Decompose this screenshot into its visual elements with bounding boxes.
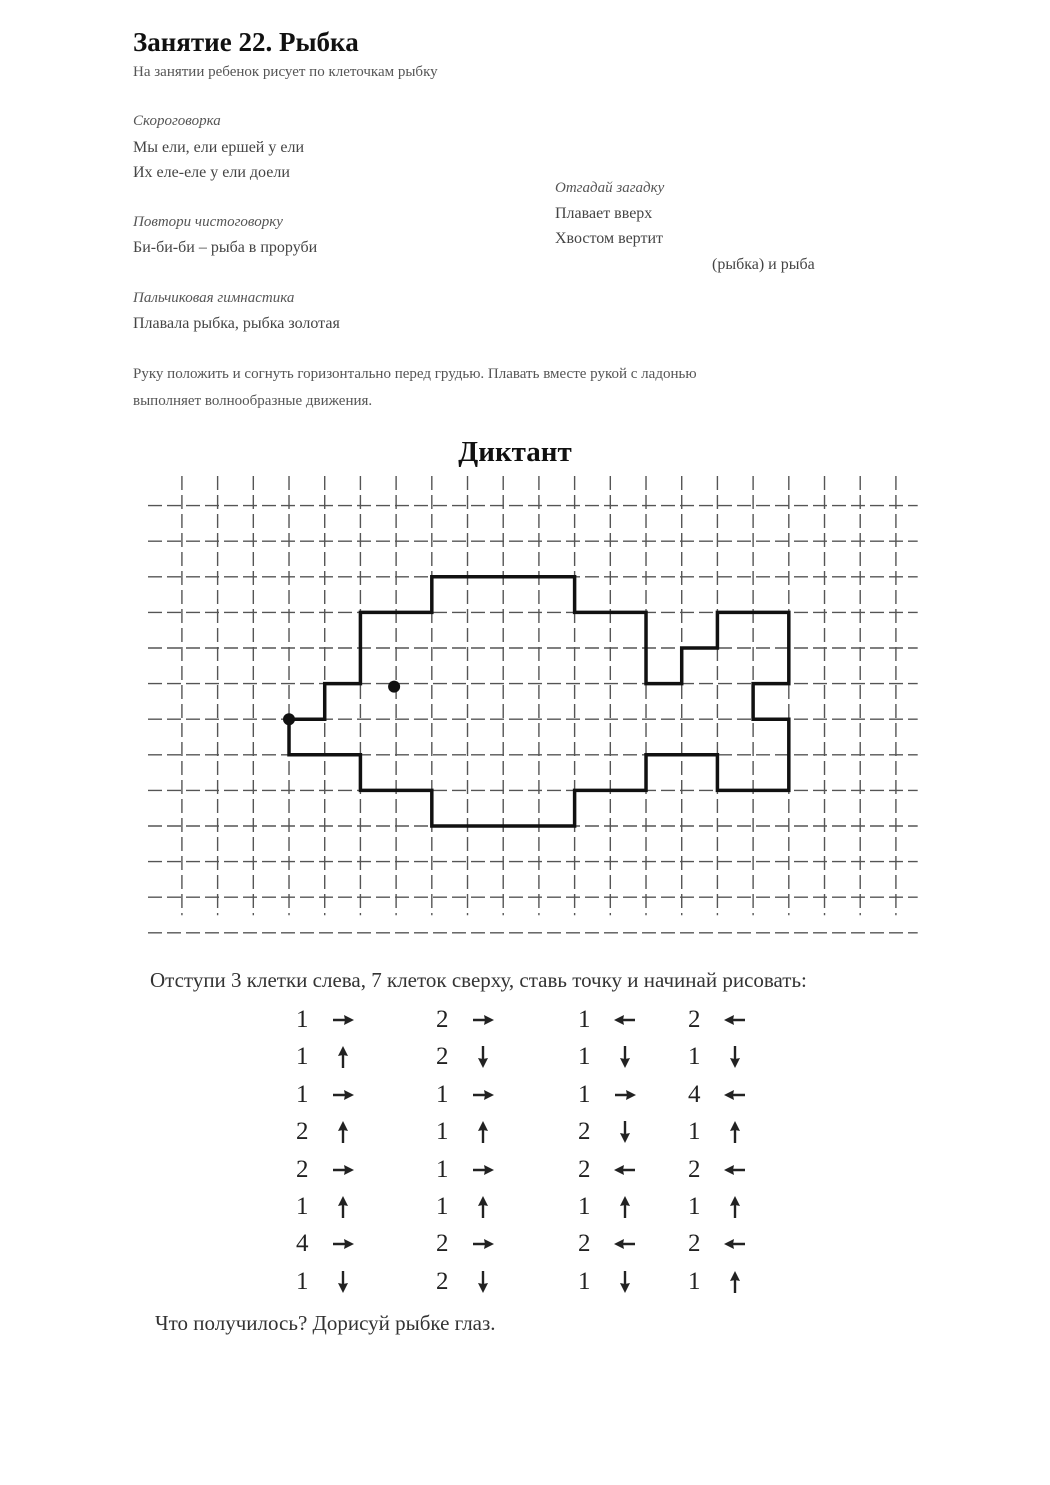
arrow-left-icon: [722, 1082, 748, 1108]
arrow-up-icon: [330, 1119, 356, 1145]
command-row: [436, 1267, 516, 1297]
chistogovorka-line-1: Би-би-би – рыба в проруби: [133, 239, 318, 256]
command-row: [578, 1080, 658, 1110]
command-count: 2: [688, 1006, 701, 1033]
skorogovorka-line-1: Мы ели, ели ершей у ели: [133, 139, 305, 156]
arrow-down-icon: [612, 1119, 638, 1145]
skorogovorka-heading: Скороговорка: [133, 113, 221, 129]
command-row: [578, 1267, 658, 1297]
arrow-up-icon: [330, 1194, 356, 1220]
command-row: [688, 1155, 768, 1185]
arrow-right-icon: [612, 1082, 638, 1108]
command-row: [296, 1267, 376, 1297]
grid-lines: [148, 476, 918, 933]
gimnastika-line-1: Плавала рыбка, рыбка золотая: [133, 315, 340, 332]
arrow-down-icon: [612, 1044, 638, 1070]
arrow-left-icon: [612, 1231, 638, 1257]
command-count: 1: [688, 1193, 701, 1220]
arrow-up-icon: [470, 1119, 496, 1145]
command-count: 2: [578, 1230, 591, 1258]
fish-eye-dot: [388, 681, 400, 693]
command-count: 1: [688, 1267, 701, 1295]
command-row: [688, 1080, 768, 1110]
command-count: 4: [688, 1080, 701, 1108]
arrow-down-icon: [330, 1269, 356, 1295]
command-count: 1: [436, 1193, 449, 1220]
command-row: [436, 1229, 516, 1259]
command-count: 1: [578, 1267, 591, 1295]
command-row: [688, 1117, 768, 1147]
arrow-left-icon: [722, 1157, 748, 1183]
arrow-left-icon: [612, 1157, 638, 1183]
arrow-down-icon: [470, 1044, 496, 1070]
zagadka-heading: Отгадай загадку: [555, 180, 665, 196]
intro-text: На занятии ребенок рисует по клеточкам рыбку: [133, 64, 438, 80]
chistogovorka-heading: Повтори чистоговорку: [133, 214, 283, 230]
command-count: 1: [436, 1118, 449, 1146]
command-row: [436, 1192, 516, 1222]
command-count: 1: [688, 1043, 701, 1071]
arrow-up-icon: [722, 1194, 748, 1220]
command-count: 1: [688, 1118, 701, 1146]
task-instruction: Отступи 3 клетки слева, 7 клеток сверху, ставь точку и начинай рисовать:: [150, 968, 807, 992]
start-point-dot: [283, 713, 295, 725]
command-count: 2: [578, 1118, 591, 1146]
page-title: Занятие 22. Рыбка: [133, 27, 359, 57]
command-count: 1: [296, 1267, 309, 1295]
gimnastika-heading: Пальчиковая гимнастика: [133, 290, 295, 306]
command-row: [578, 1229, 658, 1259]
arrow-up-icon: [470, 1194, 496, 1220]
arrow-right-icon: [330, 1082, 356, 1108]
command-count: 2: [436, 1230, 449, 1258]
zagadka-line-1: Плавает вверх: [555, 205, 653, 222]
command-row: [688, 1192, 768, 1222]
closing-question: Что получилось? Дорисуй рыбке глаз.: [155, 1311, 496, 1335]
command-row: [296, 1042, 376, 1072]
arrow-right-icon: [470, 1082, 496, 1108]
command-count: 2: [688, 1155, 701, 1183]
command-row: [578, 1005, 658, 1035]
arrow-up-icon: [722, 1269, 748, 1295]
command-count: 2: [296, 1155, 309, 1183]
command-count: 1: [578, 1193, 591, 1220]
arrow-down-icon: [470, 1269, 496, 1295]
arrow-right-icon: [470, 1007, 496, 1033]
arrow-right-icon: [470, 1157, 496, 1183]
arrow-right-icon: [330, 1157, 356, 1183]
command-count: 1: [296, 1043, 309, 1071]
command-row: [688, 1267, 768, 1297]
arrow-down-icon: [722, 1044, 748, 1070]
command-count: 1: [436, 1155, 449, 1183]
command-row: [578, 1192, 658, 1222]
command-count: 1: [296, 1193, 309, 1220]
arrow-right-icon: [330, 1231, 356, 1257]
command-row: [688, 1042, 768, 1072]
command-row: [436, 1005, 516, 1035]
command-count: 1: [578, 1080, 591, 1108]
command-row: [578, 1117, 658, 1147]
arrow-left-icon: [722, 1007, 748, 1033]
command-row: [296, 1080, 376, 1110]
command-row: [436, 1117, 516, 1147]
command-row: [578, 1155, 658, 1185]
command-count: 2: [436, 1267, 449, 1295]
command-row: [436, 1080, 516, 1110]
zagadka-answer: (рыбка) и рыба: [712, 256, 815, 273]
arrow-up-icon: [330, 1044, 356, 1070]
command-row: [436, 1155, 516, 1185]
command-count: 2: [296, 1118, 309, 1146]
dictant-title: Диктант: [458, 436, 572, 468]
command-count: 1: [436, 1080, 449, 1108]
zagadka-line-2: Хвостом вертит: [555, 230, 663, 247]
command-count: 1: [578, 1006, 591, 1033]
command-row: [688, 1229, 768, 1259]
command-count: 2: [436, 1006, 449, 1033]
command-row: [578, 1042, 658, 1072]
command-row: [296, 1005, 376, 1035]
arrow-right-icon: [470, 1231, 496, 1257]
arrow-up-icon: [722, 1119, 748, 1145]
command-row: [296, 1229, 376, 1259]
arrow-left-icon: [612, 1007, 638, 1033]
command-count: 1: [296, 1006, 309, 1033]
arrow-left-icon: [722, 1231, 748, 1257]
command-count: 2: [436, 1043, 449, 1071]
arrow-up-icon: [612, 1194, 638, 1220]
arrow-right-icon: [330, 1007, 356, 1033]
command-row: [688, 1005, 768, 1035]
command-count: 1: [578, 1043, 591, 1071]
command-row: [296, 1155, 376, 1185]
command-row: [296, 1117, 376, 1147]
skorogovorka-line-2: Их еле-еле у ели доели: [133, 164, 290, 181]
instruction-paragraph-line-2: выполняет волнообразные движения.: [133, 393, 373, 409]
command-count: 2: [578, 1155, 591, 1183]
command-count: 2: [688, 1230, 701, 1258]
command-count: 4: [296, 1230, 309, 1258]
instruction-paragraph-line-1: Руку положить и согнуть горизонтально перед грудью. Плавать вместе рукой с ладонью: [133, 366, 697, 382]
arrow-down-icon: [612, 1269, 638, 1295]
command-row: [296, 1192, 376, 1222]
command-count: 1: [296, 1080, 309, 1108]
command-row: [436, 1042, 516, 1072]
